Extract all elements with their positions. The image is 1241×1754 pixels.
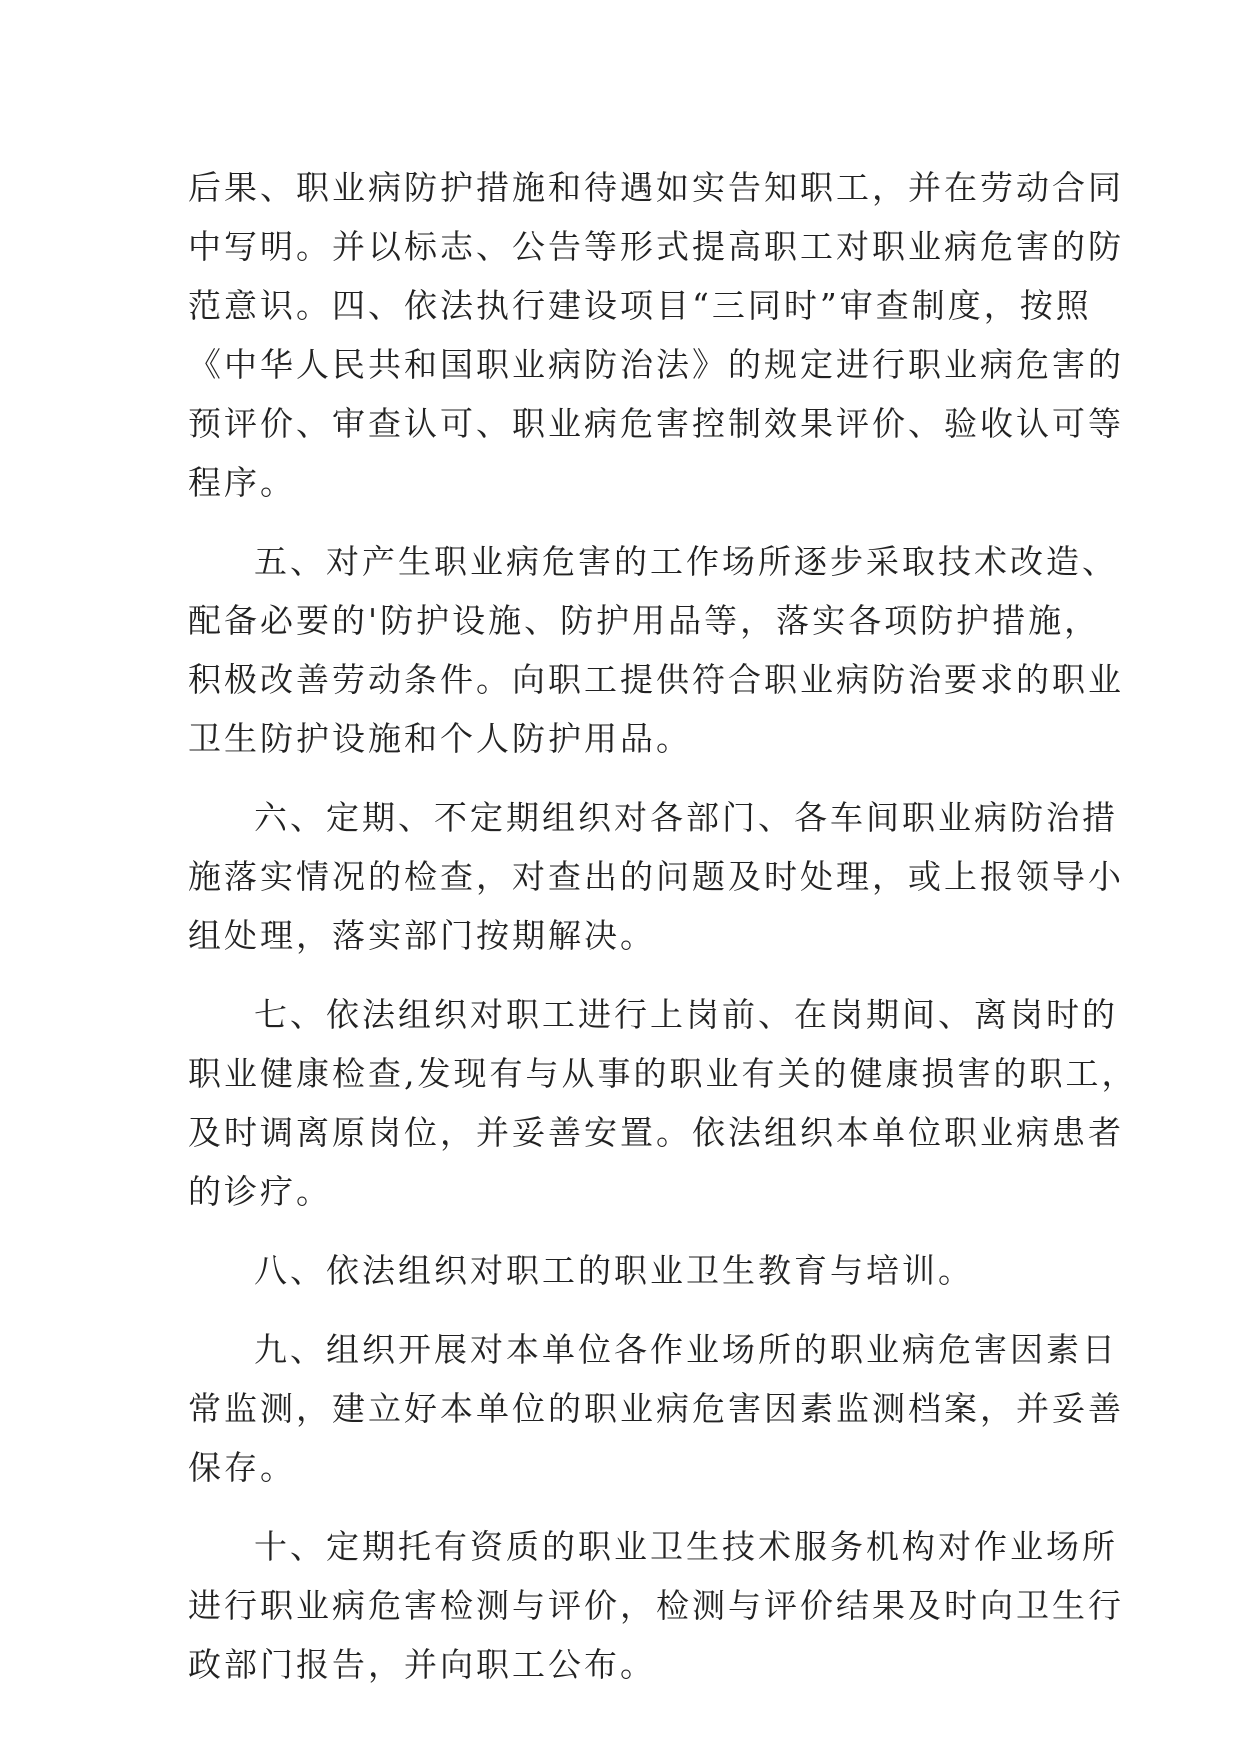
- text-line: 及时调离原岗位，并妥善安置。依法组织本单位职业病患者: [188, 1113, 1124, 1152]
- text-line: 八、依法组织对职工的职业卫生教育与培训。: [254, 1251, 974, 1290]
- text-line: 职业健康检查,发现有与从事的职业有关的健康损害的职工，: [188, 1054, 1138, 1093]
- paragraph-9: [188, 1320, 1124, 1497]
- text-line: 卫生防护设施和个人防护用品。: [188, 719, 692, 758]
- text-line: 预评价、审查认可、职业病危害控制效果评价、验收认可等: [188, 404, 1124, 443]
- text-line: 中写明。并以标志、公告等形式提高职工对职业病危害的防: [188, 227, 1124, 266]
- text-line: 范意识。四、依法执行建设项目“三同时”审查制度，按照: [188, 286, 1092, 325]
- text-line: 后果、职业病防护措施和待遇如实告知职工，并在劳动合同: [188, 168, 1124, 207]
- paragraph-5: [188, 532, 1124, 768]
- text-line: 程序。: [188, 463, 296, 502]
- text-line: 积极改善劳动条件。向职工提供符合职业病防治要求的职业: [188, 660, 1124, 699]
- text-line: 施落实情况的检查，对查出的问题及时处理，或上报领导小: [188, 857, 1124, 896]
- text-line: 常监测，建立好本单位的职业病危害因素监测档案，并妥善: [188, 1389, 1124, 1428]
- text-line: 十、定期托有资质的职业卫生技术服务机构对作业场所: [254, 1527, 1118, 1566]
- text-line: 进行职业病危害检测与评价，检测与评价结果及时向卫生行: [188, 1586, 1124, 1625]
- paragraph-10: [188, 1517, 1124, 1694]
- text-line: 保存。: [188, 1448, 296, 1487]
- text-line: 六、定期、不定期组织对各部门、各车间职业病防治措: [254, 798, 1118, 837]
- text-line: 的诊疗。: [188, 1172, 332, 1211]
- text-line: 九、组织开展对本单位各作业场所的职业病危害因素日: [254, 1330, 1118, 1369]
- text-line: 七、依法组织对职工进行上岗前、在岗期间、离岗时的: [254, 995, 1118, 1034]
- text-line: 五、对产生职业病危害的工作场所逐步采取技术改造、: [254, 542, 1118, 581]
- text-line: 配备必要的'防护设施、防护用品等，落实各项防护措施，: [188, 601, 1101, 640]
- paragraph-7: [188, 985, 1138, 1221]
- text-line: 政部门报告，并向职工公布。: [188, 1645, 656, 1684]
- document-body: [188, 158, 1138, 1694]
- text-line: 《中华人民共和国职业病防治法》的规定进行职业病危害的: [188, 345, 1124, 384]
- paragraph-6: [188, 788, 1124, 965]
- text-line: 组处理，落实部门按期解决。: [188, 916, 656, 955]
- paragraph-1: [188, 158, 1124, 512]
- paragraph-8: [188, 1241, 1068, 1300]
